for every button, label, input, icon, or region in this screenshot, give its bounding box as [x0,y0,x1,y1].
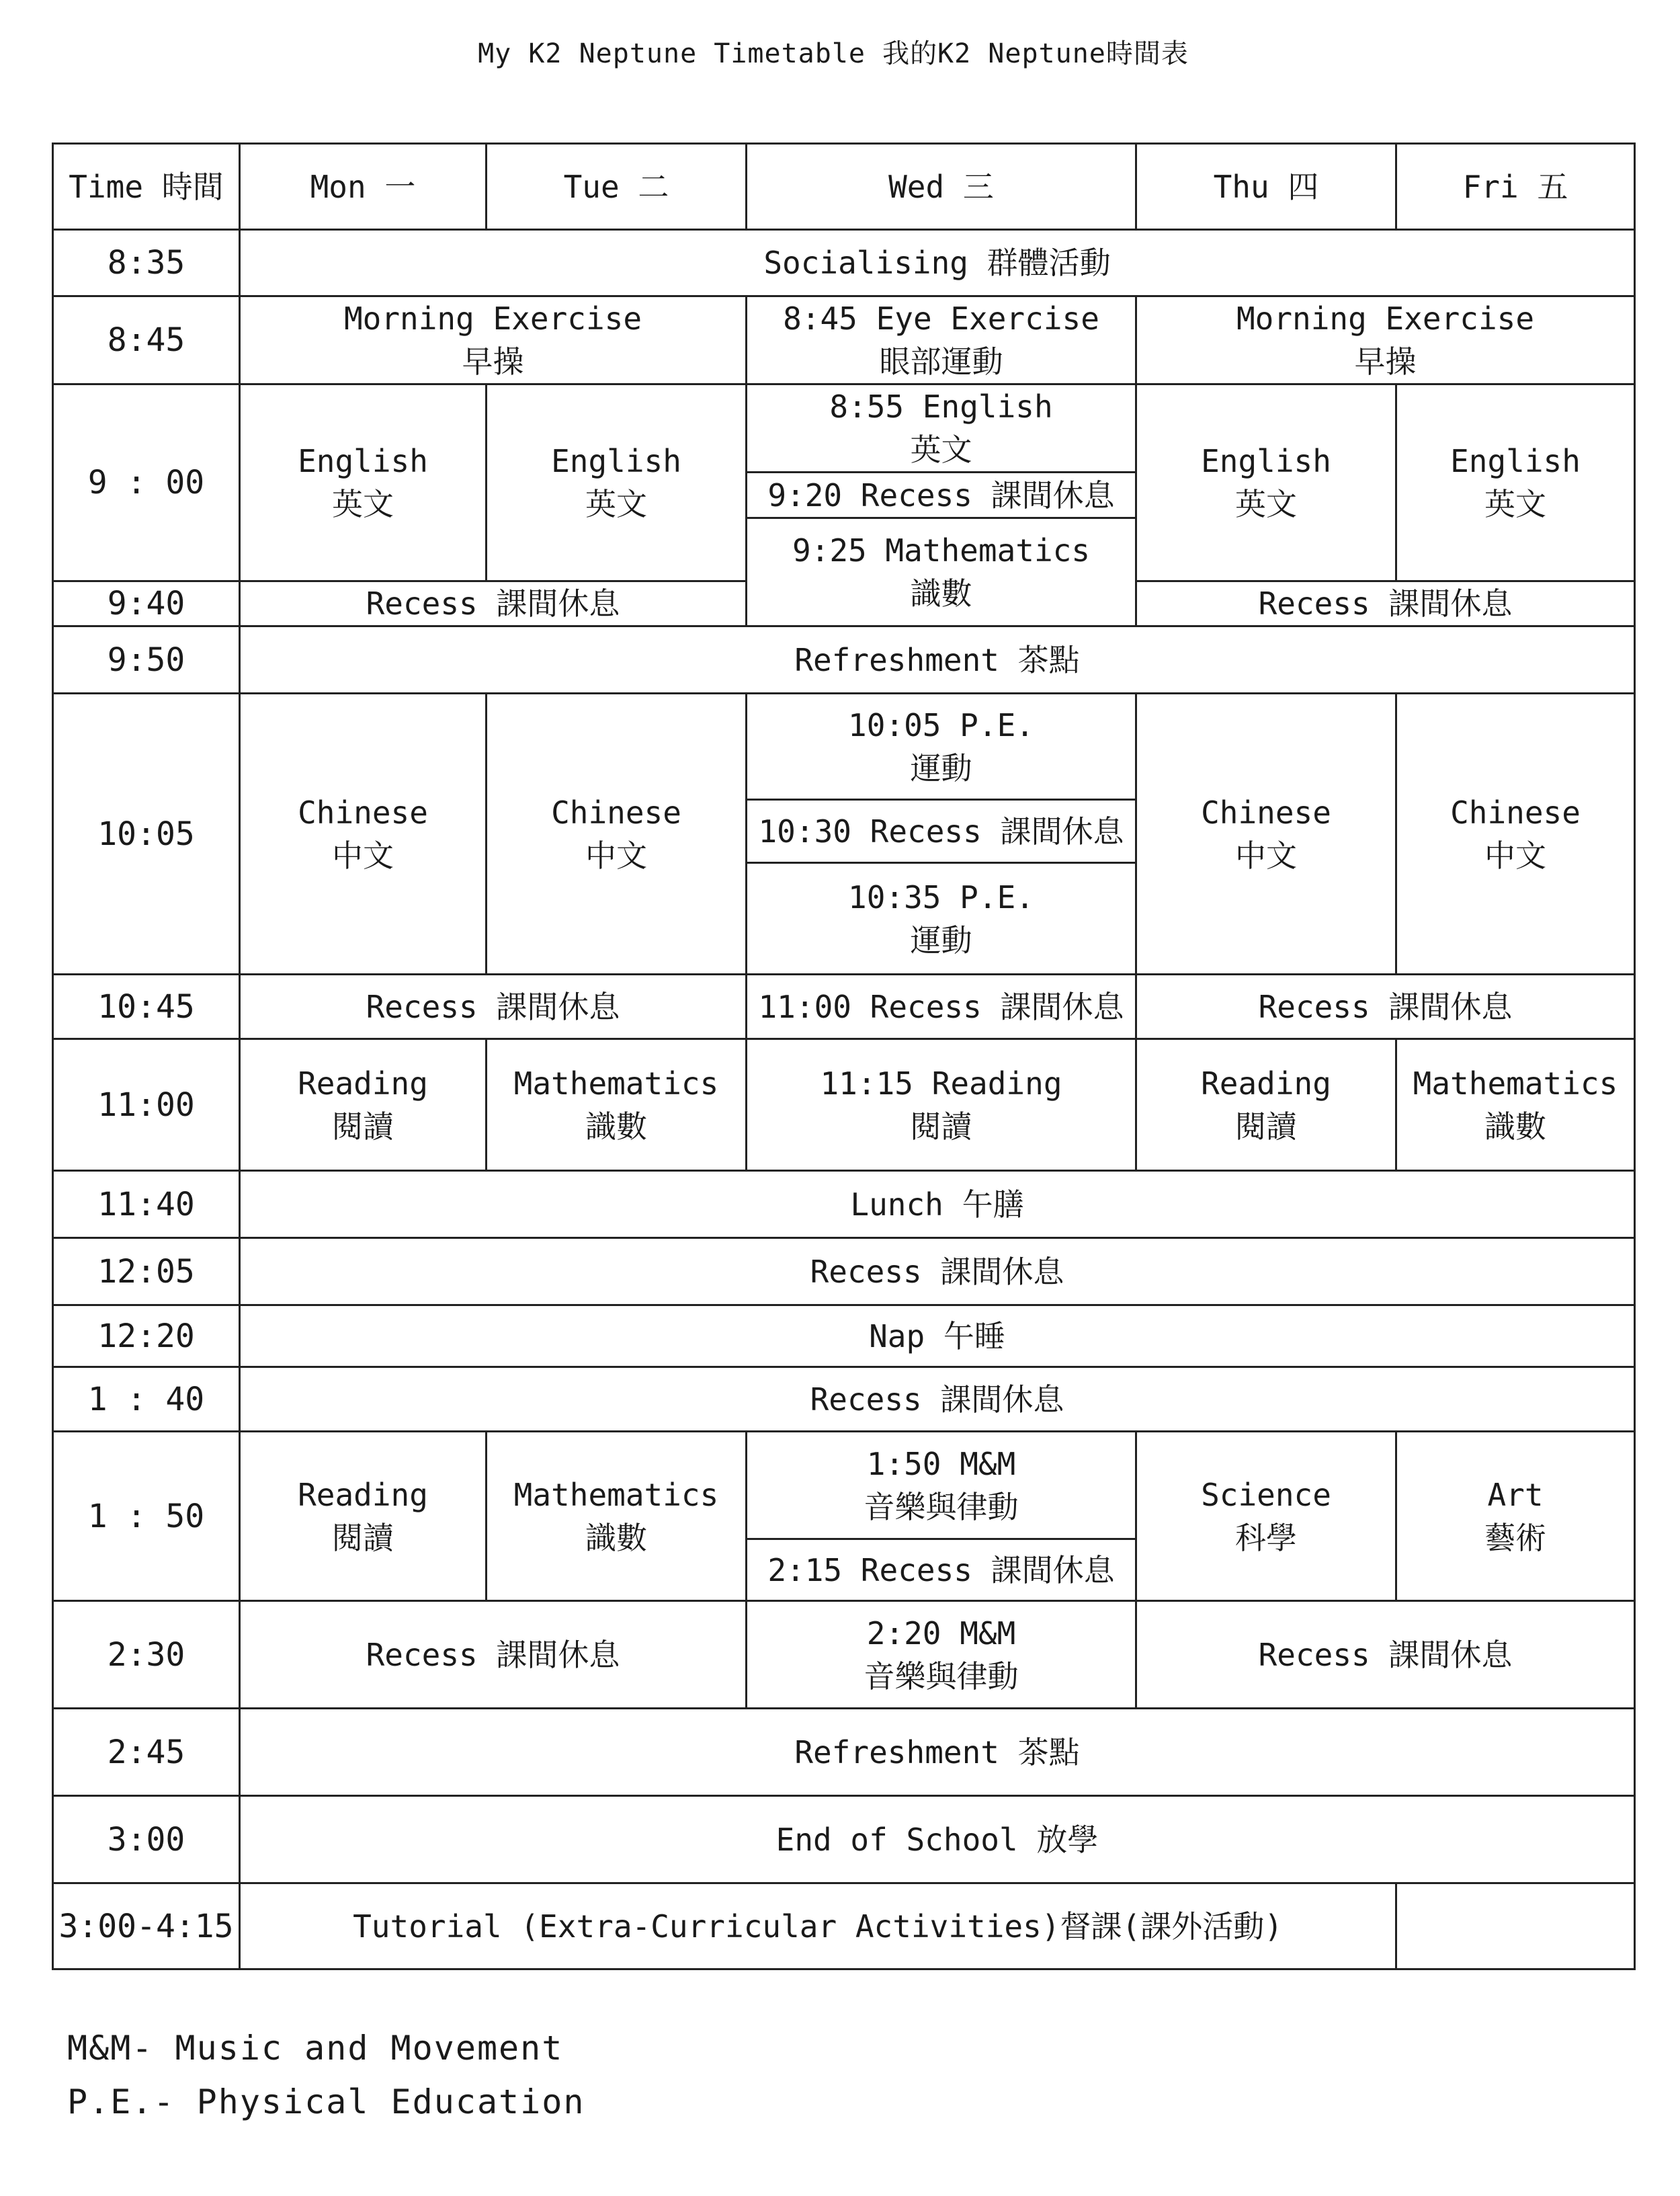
activity-cell: Nap 午睡 [240,1305,1635,1367]
header-time: Time 時間 [53,144,240,230]
table-row [53,1171,1635,1238]
activity-zh: 音樂與律動 [864,1488,1019,1525]
activity-en: English [1201,443,1331,479]
activity-cell [1396,694,1635,975]
table-row [53,230,1635,296]
activity-zh: 識數 [1484,1108,1546,1145]
activity-zh: 英文 [1235,486,1297,522]
activity-cell [747,518,1136,626]
activity-zh: 閱讀 [332,1108,394,1145]
timetable [52,143,1636,1970]
activity-zh: 眼部運動 [879,343,1003,380]
time-cell: 9:50 [53,626,240,694]
activity-en: Mathematics [513,1065,719,1102]
activity-cell: Recess 課間休息 [240,1367,1635,1432]
activity-zh: 閱讀 [1235,1108,1297,1145]
activity-en: 8:55 English [829,389,1053,425]
time-cell: 11:40 [53,1171,240,1238]
table-row [53,694,1635,800]
activity-cell: Lunch 午膳 [240,1171,1635,1238]
activity-cell: Tutorial (Extra-Curricular Activities)督課(課外活動) [240,1883,1396,1969]
activity-en: 10:35 P.E. [848,879,1034,916]
activity-en: 9:25 Mathematics [792,532,1091,569]
activity-zh: 英文 [585,486,647,522]
time-cell: 9 : 00 [53,384,240,581]
table-row [53,1601,1635,1709]
header-wed: Wed 三 [747,144,1136,230]
time-cell: 12:20 [53,1305,240,1367]
activity-en: Morning Exercise [343,300,642,337]
activity-cell [1136,1039,1396,1171]
time-cell: 8:35 [53,230,240,296]
table-row [53,626,1635,694]
activity-en: Chinese [551,794,681,831]
time-cell: 10:05 [53,694,240,975]
time-cell: 12:05 [53,1238,240,1305]
activity-zh: 中文 [1484,837,1546,874]
activity-cell [1396,1039,1635,1171]
activity-en: English [551,443,681,479]
time-cell: 2:30 [53,1601,240,1709]
activity-en: 8:45 Eye Exercise [783,300,1099,337]
activity-cell [240,1432,487,1601]
time-cell: 2:45 [53,1709,240,1796]
activity-cell: 11:00 Recess 課間休息 [747,975,1136,1039]
footnote-pe: P.E.- Physical Education [67,2082,585,2121]
activity-zh: 科學 [1235,1519,1297,1556]
time-cell: 1 : 50 [53,1432,240,1601]
activity-zh: 藝術 [1484,1519,1546,1556]
activity-cell [487,694,747,975]
activity-cell [487,1432,747,1601]
time-cell: 3:00-4:15 [53,1883,240,1969]
table-row [53,1883,1635,1969]
activity-cell [240,296,747,384]
activity-en: Science [1201,1476,1331,1513]
table-row [53,1305,1635,1367]
activity-cell: Recess 課間休息 [240,975,747,1039]
activity-cell [1396,1432,1635,1601]
activity-cell: End of School 放學 [240,1796,1635,1883]
activity-cell: Recess 課間休息 [1136,581,1635,626]
header-fri: Fri 五 [1396,144,1635,230]
activity-en: 10:05 P.E. [848,706,1034,743]
activity-cell [1396,384,1635,581]
activity-zh: 識數 [585,1519,647,1556]
table-row [53,1709,1635,1796]
activity-cell [1136,694,1396,975]
activity-cell: 10:30 Recess 課間休息 [747,800,1136,863]
activity-cell [240,384,487,581]
activity-zh: 中文 [332,837,394,874]
time-cell: 9:40 [53,581,240,626]
activity-cell: Refreshment 茶點 [240,1709,1635,1796]
activity-cell [1136,384,1396,581]
time-cell: 1 : 40 [53,1367,240,1432]
activity-zh: 早操 [462,343,524,380]
activity-cell [747,384,1136,473]
activity-en: Art [1487,1476,1544,1513]
activity-zh: 識數 [910,575,972,612]
activity-en: English [1450,443,1581,479]
table-row [53,1039,1635,1171]
activity-zh: 音樂與律動 [864,1658,1019,1695]
activity-cell: 9:20 Recess 課間休息 [747,473,1136,518]
activity-cell: 2:15 Recess 課間休息 [747,1539,1136,1601]
activity-cell [1136,1432,1396,1601]
activity-cell [487,1039,747,1171]
table-row [53,1432,1635,1539]
activity-en: Reading [298,1065,428,1102]
activity-cell [747,1039,1136,1171]
activity-zh: 運動 [910,749,972,786]
time-cell: 3:00 [53,1796,240,1883]
header-row [53,144,1635,230]
activity-cell [747,863,1136,975]
table-row [53,1238,1635,1305]
table-row [53,296,1635,384]
activity-cell: Recess 課間休息 [1136,1601,1635,1709]
activity-cell [487,384,747,581]
activity-zh: 運動 [910,922,972,959]
activity-en: English [298,443,428,479]
activity-cell [747,694,1136,800]
activity-en: 2:20 M&M [866,1615,1016,1652]
activity-cell [240,694,487,975]
activity-zh: 中文 [585,837,647,874]
table-row [53,384,1635,473]
activity-cell [747,296,1136,384]
activity-zh: 閱讀 [910,1108,972,1145]
activity-en: Mathematics [1413,1065,1618,1102]
activity-cell [1136,296,1635,384]
table-row [53,975,1635,1039]
table-row [53,1367,1635,1432]
activity-zh: 英文 [910,432,972,468]
activity-cell [747,1601,1136,1709]
activity-cell-empty [1396,1883,1635,1969]
activity-en: 11:15 Reading [820,1065,1062,1102]
activity-zh: 英文 [1484,486,1546,522]
activity-zh: 閱讀 [332,1519,394,1556]
table-row [53,1796,1635,1883]
activity-en: Reading [1201,1065,1331,1102]
activity-zh: 英文 [332,486,394,522]
activity-en: Morning Exercise [1236,300,1535,337]
page-title: My K2 Neptune Timetable 我的K2 Neptune時間表 [478,38,1189,69]
activity-zh: 早操 [1354,343,1417,380]
activity-cell: Socialising 群體活動 [240,230,1635,296]
activity-en: Chinese [298,794,428,831]
activity-cell: Recess 課間休息 [1136,975,1635,1039]
activity-en: Mathematics [513,1476,719,1513]
time-cell: 10:45 [53,975,240,1039]
time-cell: 8:45 [53,296,240,384]
time-cell: 11:00 [53,1039,240,1171]
activity-cell: Refreshment 茶點 [240,626,1635,694]
footnote-mm: M&M- Music and Movement [67,2029,564,2068]
activity-en: Chinese [1450,794,1581,831]
activity-cell: Recess 課間休息 [240,581,747,626]
activity-cell: Recess 課間休息 [240,1601,747,1709]
activity-cell [747,1432,1136,1539]
header-mon: Mon 一 [240,144,487,230]
activity-en: Chinese [1201,794,1331,831]
header-tue: Tue 二 [487,144,747,230]
activity-en: 1:50 M&M [866,1445,1016,1482]
activity-en: Reading [298,1476,428,1513]
activity-cell [240,1039,487,1171]
activity-zh: 中文 [1235,837,1297,874]
activity-zh: 識數 [585,1108,647,1145]
header-thu: Thu 四 [1136,144,1396,230]
activity-cell: Recess 課間休息 [240,1238,1635,1305]
